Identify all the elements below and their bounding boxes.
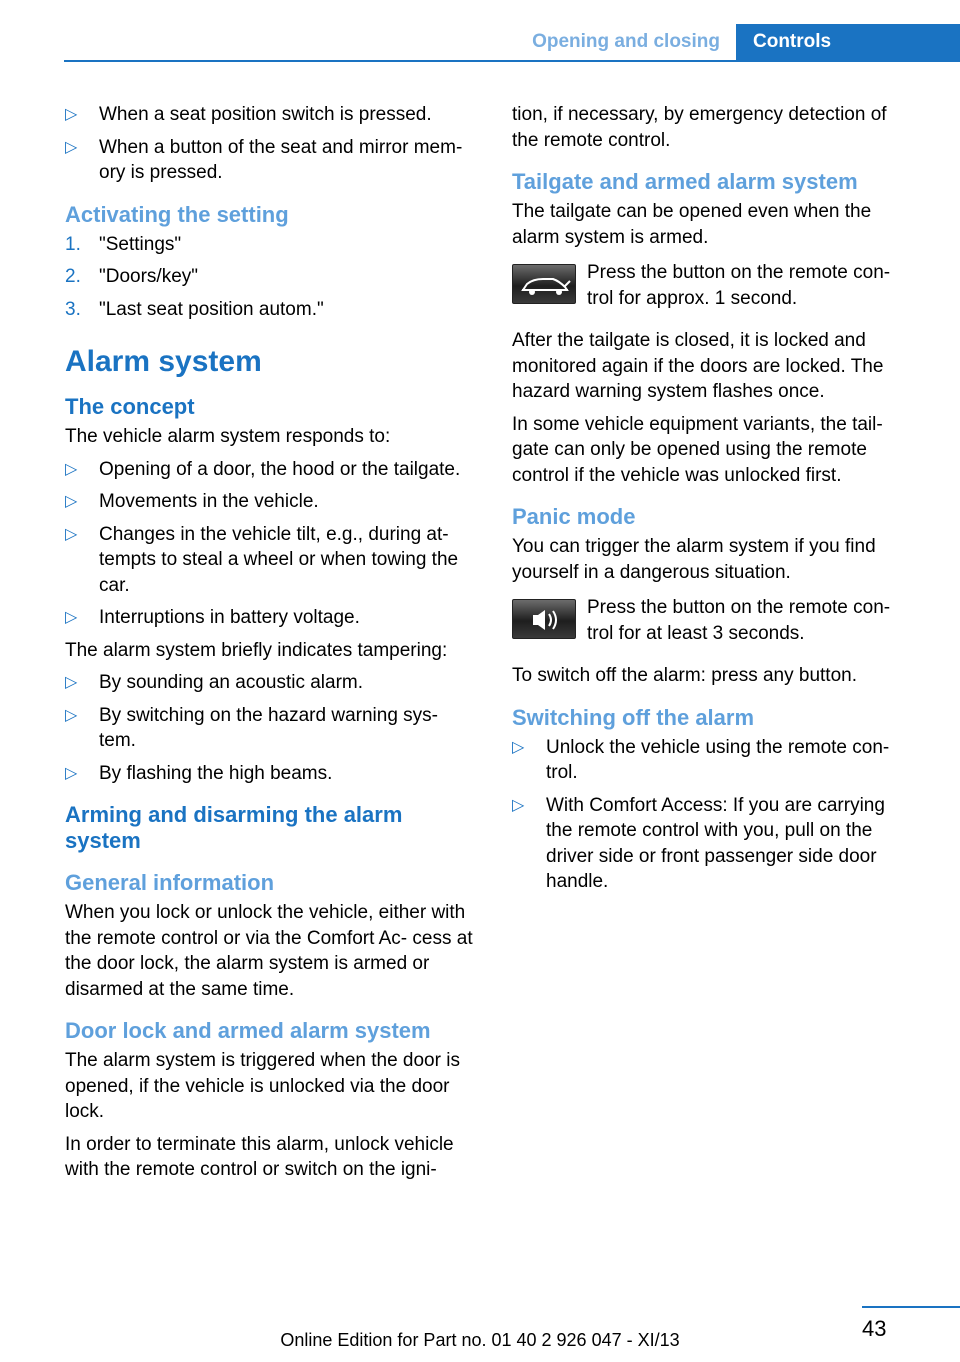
instruction-text: Press the button on the remote con‐ trol for approx. 1 second. bbox=[587, 262, 891, 309]
car-tailgate-icon bbox=[512, 264, 576, 304]
step-number: 1. bbox=[65, 233, 81, 255]
list-item: ▷ With Comfort Access: If you are carrying the remote control with you, pull on the driver side or front passenger side door handle. bbox=[512, 794, 885, 892]
right-column bbox=[512, 102, 912, 902]
chapter-tab: Controls bbox=[736, 24, 960, 60]
subheading-general: General information bbox=[65, 870, 275, 895]
step-item: 3. "Last seat position autom." bbox=[65, 297, 480, 323]
list-item: ▷ When a button of the seat and mirror mem‐ ory is pressed. bbox=[65, 136, 463, 183]
list-item: ▷ By switching on the hazard warning sys‐ tem. bbox=[65, 704, 438, 751]
section-title-alarm: Alarm system bbox=[65, 345, 262, 378]
subheading-tailgate: Tailgate and armed alarm system bbox=[512, 169, 858, 194]
subheading-activating: Activating the setting bbox=[65, 201, 289, 227]
step-item: 2. "Doors/key" bbox=[65, 264, 480, 290]
instruction-text: Press the button on the remote con‐ trol for at least 3 seconds. bbox=[587, 597, 891, 644]
list-item: ▷ By sounding an acoustic alarm. bbox=[65, 670, 480, 696]
tailgate-button-instruction bbox=[512, 260, 912, 311]
subheading-doorlock: Door lock and armed alarm system bbox=[65, 1018, 431, 1043]
footer-rule bbox=[862, 1306, 960, 1308]
subheading-switchoff: Switching off the alarm bbox=[512, 704, 755, 730]
paragraph: The vehicle alarm system responds to: bbox=[65, 426, 391, 447]
list-item: ▷ When a seat position switch is pressed. bbox=[65, 102, 480, 128]
paragraph: You can trigger the alarm system if you find yourself in a dangerous situation. bbox=[512, 536, 876, 583]
list-item: ▷ Unlock the vehicle using the remote con‐ trol. bbox=[512, 736, 890, 783]
bullet-triangle-icon: ▷ bbox=[512, 796, 525, 814]
paragraph: In some vehicle equipment variants, the tail‐ gate can only be opened using the remote control if the vehicle was unlocked first. bbox=[512, 413, 883, 486]
step-number: 3. bbox=[65, 298, 81, 320]
paragraph: After the tailgate is closed, it is locked and monitored again if the doors are locked. The hazard warning system flashes once. bbox=[512, 330, 884, 402]
bullet-triangle-icon: ▷ bbox=[65, 674, 78, 691]
list-item: ▷ Opening of a door, the hood or the tailgate. bbox=[65, 457, 480, 483]
page-header bbox=[0, 0, 960, 62]
bullet-triangle-icon: ▷ bbox=[65, 525, 78, 543]
paragraph: To switch off the alarm: press any button. bbox=[512, 665, 857, 686]
list-item: ▷ By flashing the high beams. bbox=[65, 761, 480, 787]
heading-concept: The concept bbox=[65, 394, 195, 419]
list-item: ▷ Movements in the vehicle. bbox=[65, 489, 480, 515]
paragraph: tion, if necessary, by emergency detection of the remote control. bbox=[512, 104, 887, 151]
bullet-triangle-icon: ▷ bbox=[65, 106, 78, 123]
page-number: 43 bbox=[862, 1316, 887, 1341]
header-rule bbox=[64, 60, 960, 62]
paragraph: The tailgate can be opened even when the alarm system is armed. bbox=[512, 201, 872, 248]
list-item: ▷ Interruptions in battery voltage. bbox=[65, 605, 480, 631]
bullet-triangle-icon: ▷ bbox=[65, 460, 78, 478]
panic-button-instruction bbox=[512, 595, 912, 646]
left-column bbox=[65, 102, 480, 1190]
bullet-triangle-icon: ▷ bbox=[65, 138, 78, 156]
paragraph: In order to terminate this alarm, unlock vehicle with the remote control or switch on the igni‐ bbox=[65, 1133, 454, 1180]
step-item: 1. "Settings" bbox=[65, 232, 480, 258]
paragraph: When you lock or unlock the vehicle, either with the remote control or via the Comfort Ac‐ cess at the door lock, the alarm system is armed or disarmed at the same time. bbox=[65, 902, 473, 1000]
paragraph: The alarm system briefly indicates tampering: bbox=[65, 639, 448, 661]
section-tab: Opening and closing bbox=[532, 31, 720, 52]
bullet-triangle-icon: ▷ bbox=[65, 493, 78, 510]
bullet-triangle-icon: ▷ bbox=[512, 738, 525, 756]
bullet-triangle-icon: ▷ bbox=[65, 764, 78, 782]
bullet-triangle-icon: ▷ bbox=[65, 706, 78, 724]
heading-arming: Arming and disarming the alarm system bbox=[65, 802, 403, 853]
step-number: 2. bbox=[65, 266, 81, 287]
bullet-triangle-icon: ▷ bbox=[65, 609, 78, 626]
subheading-panic: Panic mode bbox=[512, 504, 636, 529]
paragraph: The alarm system is triggered when the door is opened, if the vehicle is unlocked via the door lock. bbox=[65, 1050, 460, 1122]
speaker-sound-icon bbox=[512, 599, 576, 639]
list-item: ▷ Changes in the vehicle tilt, e.g., during at‐ tempts to steal a wheel or when towing the car. bbox=[65, 523, 459, 596]
edition-footer: Online Edition for Part no. 01 40 2 926 047 - XI/13 bbox=[280, 1330, 680, 1350]
